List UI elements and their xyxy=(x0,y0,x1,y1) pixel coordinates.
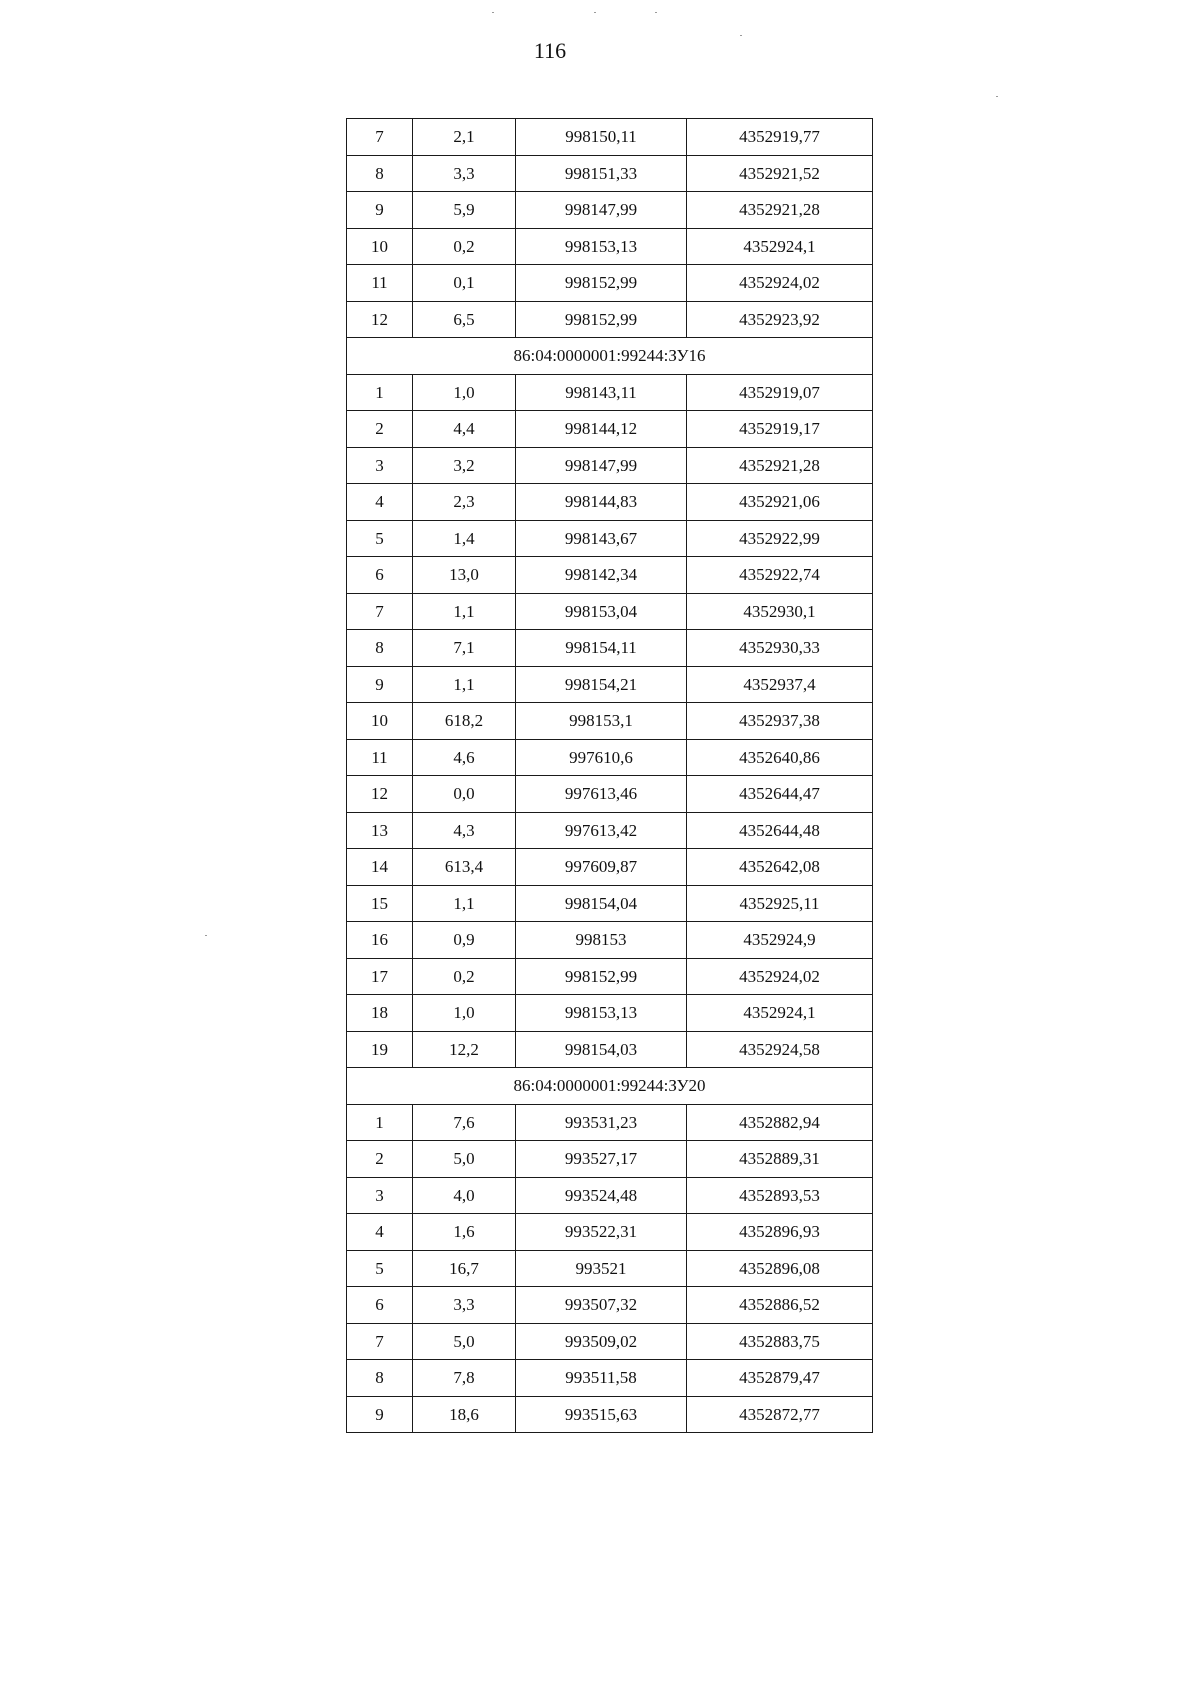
y-coordinate-cell: 4352923,92 xyxy=(687,301,873,338)
distance-cell: 5,9 xyxy=(413,192,516,229)
table-row xyxy=(347,119,873,156)
table-row xyxy=(347,703,873,740)
point-number-cell: 17 xyxy=(347,958,413,995)
distance-cell: 0,0 xyxy=(413,776,516,813)
table-row xyxy=(347,666,873,703)
cadastral-number-heading: 86:04:0000001:99244:ЗУ16 xyxy=(347,338,873,375)
x-coordinate-cell: 998153 xyxy=(516,922,687,959)
table-row xyxy=(347,1250,873,1287)
distance-cell: 1,1 xyxy=(413,593,516,630)
x-coordinate-cell: 998152,99 xyxy=(516,265,687,302)
x-coordinate-cell: 998142,34 xyxy=(516,557,687,594)
distance-cell: 7,1 xyxy=(413,630,516,667)
x-coordinate-cell: 998147,99 xyxy=(516,447,687,484)
x-coordinate-cell: 998150,11 xyxy=(516,119,687,156)
y-coordinate-cell: 4352886,52 xyxy=(687,1287,873,1324)
table-row xyxy=(347,630,873,667)
distance-cell: 4,4 xyxy=(413,411,516,448)
y-coordinate-cell: 4352922,74 xyxy=(687,557,873,594)
table-row xyxy=(347,995,873,1032)
table-row xyxy=(347,1214,873,1251)
point-number-cell: 7 xyxy=(347,119,413,156)
y-coordinate-cell: 4352919,77 xyxy=(687,119,873,156)
point-number-cell: 4 xyxy=(347,1214,413,1251)
y-coordinate-cell: 4352882,94 xyxy=(687,1104,873,1141)
x-coordinate-cell: 993509,02 xyxy=(516,1323,687,1360)
x-coordinate-cell: 998153,1 xyxy=(516,703,687,740)
point-number-cell: 12 xyxy=(347,776,413,813)
x-coordinate-cell: 993515,63 xyxy=(516,1396,687,1433)
point-number-cell: 15 xyxy=(347,885,413,922)
y-coordinate-cell: 4352925,11 xyxy=(687,885,873,922)
table-row xyxy=(347,411,873,448)
y-coordinate-cell: 4352919,17 xyxy=(687,411,873,448)
y-coordinate-cell: 4352924,9 xyxy=(687,922,873,959)
point-number-cell: 18 xyxy=(347,995,413,1032)
distance-cell: 5,0 xyxy=(413,1323,516,1360)
scan-speck xyxy=(655,12,657,13)
table-row xyxy=(347,885,873,922)
y-coordinate-cell: 4352879,47 xyxy=(687,1360,873,1397)
table-row xyxy=(347,1031,873,1068)
point-number-cell: 9 xyxy=(347,192,413,229)
distance-cell: 1,0 xyxy=(413,374,516,411)
point-number-cell: 2 xyxy=(347,1141,413,1178)
table-row xyxy=(347,265,873,302)
table-row xyxy=(347,776,873,813)
x-coordinate-cell: 998154,21 xyxy=(516,666,687,703)
page-number: 116 xyxy=(533,38,567,63)
coordinates-table xyxy=(346,118,873,1433)
point-number-cell: 16 xyxy=(347,922,413,959)
point-number-cell: 12 xyxy=(347,301,413,338)
x-coordinate-cell: 997610,6 xyxy=(516,739,687,776)
scan-speck xyxy=(594,12,596,13)
table-row xyxy=(347,374,873,411)
table-row xyxy=(347,1360,873,1397)
y-coordinate-cell: 4352896,08 xyxy=(687,1250,873,1287)
y-coordinate-cell: 4352921,28 xyxy=(687,192,873,229)
table-row xyxy=(347,155,873,192)
y-coordinate-cell: 4352930,33 xyxy=(687,630,873,667)
section-header-row xyxy=(347,1068,873,1105)
x-coordinate-cell: 993511,58 xyxy=(516,1360,687,1397)
y-coordinate-cell: 4352937,4 xyxy=(687,666,873,703)
distance-cell: 13,0 xyxy=(413,557,516,594)
distance-cell: 5,0 xyxy=(413,1141,516,1178)
y-coordinate-cell: 4352930,1 xyxy=(687,593,873,630)
x-coordinate-cell: 998144,12 xyxy=(516,411,687,448)
y-coordinate-cell: 4352893,53 xyxy=(687,1177,873,1214)
y-coordinate-cell: 4352924,58 xyxy=(687,1031,873,1068)
distance-cell: 1,1 xyxy=(413,885,516,922)
table-row xyxy=(347,1323,873,1360)
point-number-cell: 5 xyxy=(347,1250,413,1287)
y-coordinate-cell: 4352644,48 xyxy=(687,812,873,849)
section-header-row xyxy=(347,338,873,375)
y-coordinate-cell: 4352642,08 xyxy=(687,849,873,886)
table-row xyxy=(347,192,873,229)
distance-cell: 1,4 xyxy=(413,520,516,557)
y-coordinate-cell: 4352644,47 xyxy=(687,776,873,813)
table-row xyxy=(347,557,873,594)
distance-cell: 2,1 xyxy=(413,119,516,156)
distance-cell: 613,4 xyxy=(413,849,516,886)
x-coordinate-cell: 993527,17 xyxy=(516,1141,687,1178)
y-coordinate-cell: 4352922,99 xyxy=(687,520,873,557)
x-coordinate-cell: 998152,99 xyxy=(516,958,687,995)
distance-cell: 4,3 xyxy=(413,812,516,849)
point-number-cell: 14 xyxy=(347,849,413,886)
table-row xyxy=(347,958,873,995)
table-row xyxy=(347,520,873,557)
point-number-cell: 8 xyxy=(347,630,413,667)
x-coordinate-cell: 998154,03 xyxy=(516,1031,687,1068)
point-number-cell: 4 xyxy=(347,484,413,521)
y-coordinate-cell: 4352937,38 xyxy=(687,703,873,740)
distance-cell: 4,0 xyxy=(413,1177,516,1214)
point-number-cell: 2 xyxy=(347,411,413,448)
table-row xyxy=(347,1396,873,1433)
distance-cell: 0,1 xyxy=(413,265,516,302)
cadastral-number-heading: 86:04:0000001:99244:ЗУ20 xyxy=(347,1068,873,1105)
point-number-cell: 11 xyxy=(347,739,413,776)
scan-speck xyxy=(205,935,207,936)
x-coordinate-cell: 993531,23 xyxy=(516,1104,687,1141)
y-coordinate-cell: 4352889,31 xyxy=(687,1141,873,1178)
point-number-cell: 8 xyxy=(347,1360,413,1397)
scan-speck xyxy=(492,12,494,13)
point-number-cell: 3 xyxy=(347,1177,413,1214)
point-number-cell: 11 xyxy=(347,265,413,302)
table-row xyxy=(347,922,873,959)
point-number-cell: 1 xyxy=(347,374,413,411)
point-number-cell: 19 xyxy=(347,1031,413,1068)
point-number-cell: 1 xyxy=(347,1104,413,1141)
point-number-cell: 3 xyxy=(347,447,413,484)
table-row xyxy=(347,1141,873,1178)
y-coordinate-cell: 4352921,06 xyxy=(687,484,873,521)
point-number-cell: 6 xyxy=(347,1287,413,1324)
distance-cell: 3,3 xyxy=(413,155,516,192)
x-coordinate-cell: 998154,04 xyxy=(516,885,687,922)
table-row xyxy=(347,447,873,484)
table-row xyxy=(347,593,873,630)
table-row xyxy=(347,812,873,849)
distance-cell: 3,2 xyxy=(413,447,516,484)
distance-cell: 7,8 xyxy=(413,1360,516,1397)
x-coordinate-cell: 997613,42 xyxy=(516,812,687,849)
coordinates-table-body xyxy=(347,119,873,1433)
distance-cell: 12,2 xyxy=(413,1031,516,1068)
distance-cell: 16,7 xyxy=(413,1250,516,1287)
point-number-cell: 9 xyxy=(347,666,413,703)
table-row xyxy=(347,1104,873,1141)
distance-cell: 4,6 xyxy=(413,739,516,776)
point-number-cell: 8 xyxy=(347,155,413,192)
x-coordinate-cell: 998143,67 xyxy=(516,520,687,557)
x-coordinate-cell: 993524,48 xyxy=(516,1177,687,1214)
y-coordinate-cell: 4352921,28 xyxy=(687,447,873,484)
y-coordinate-cell: 4352919,07 xyxy=(687,374,873,411)
y-coordinate-cell: 4352883,75 xyxy=(687,1323,873,1360)
x-coordinate-cell: 997609,87 xyxy=(516,849,687,886)
distance-cell: 1,0 xyxy=(413,995,516,1032)
point-number-cell: 6 xyxy=(347,557,413,594)
y-coordinate-cell: 4352924,02 xyxy=(687,265,873,302)
y-coordinate-cell: 4352896,93 xyxy=(687,1214,873,1251)
distance-cell: 0,2 xyxy=(413,958,516,995)
x-coordinate-cell: 993522,31 xyxy=(516,1214,687,1251)
x-coordinate-cell: 998153,13 xyxy=(516,995,687,1032)
table-row xyxy=(347,849,873,886)
distance-cell: 6,5 xyxy=(413,301,516,338)
y-coordinate-cell: 4352924,1 xyxy=(687,228,873,265)
distance-cell: 3,3 xyxy=(413,1287,516,1324)
y-coordinate-cell: 4352872,77 xyxy=(687,1396,873,1433)
point-number-cell: 7 xyxy=(347,593,413,630)
distance-cell: 0,9 xyxy=(413,922,516,959)
x-coordinate-cell: 998151,33 xyxy=(516,155,687,192)
x-coordinate-cell: 998143,11 xyxy=(516,374,687,411)
distance-cell: 2,3 xyxy=(413,484,516,521)
table-row xyxy=(347,484,873,521)
point-number-cell: 10 xyxy=(347,703,413,740)
point-number-cell: 10 xyxy=(347,228,413,265)
point-number-cell: 5 xyxy=(347,520,413,557)
distance-cell: 618,2 xyxy=(413,703,516,740)
y-coordinate-cell: 4352924,02 xyxy=(687,958,873,995)
x-coordinate-cell: 998152,99 xyxy=(516,301,687,338)
x-coordinate-cell: 998147,99 xyxy=(516,192,687,229)
scan-speck xyxy=(740,35,742,36)
table-row xyxy=(347,1177,873,1214)
point-number-cell: 13 xyxy=(347,812,413,849)
y-coordinate-cell: 4352924,1 xyxy=(687,995,873,1032)
x-coordinate-cell: 993507,32 xyxy=(516,1287,687,1324)
distance-cell: 7,6 xyxy=(413,1104,516,1141)
x-coordinate-cell: 998153,04 xyxy=(516,593,687,630)
y-coordinate-cell: 4352640,86 xyxy=(687,739,873,776)
distance-cell: 1,1 xyxy=(413,666,516,703)
table-row xyxy=(347,739,873,776)
x-coordinate-cell: 998153,13 xyxy=(516,228,687,265)
table-row xyxy=(347,1287,873,1324)
point-number-cell: 9 xyxy=(347,1396,413,1433)
distance-cell: 1,6 xyxy=(413,1214,516,1251)
distance-cell: 18,6 xyxy=(413,1396,516,1433)
distance-cell: 0,2 xyxy=(413,228,516,265)
table-row xyxy=(347,301,873,338)
y-coordinate-cell: 4352921,52 xyxy=(687,155,873,192)
x-coordinate-cell: 993521 xyxy=(516,1250,687,1287)
x-coordinate-cell: 998154,11 xyxy=(516,630,687,667)
scan-speck xyxy=(996,96,998,97)
x-coordinate-cell: 998144,83 xyxy=(516,484,687,521)
x-coordinate-cell: 997613,46 xyxy=(516,776,687,813)
point-number-cell: 7 xyxy=(347,1323,413,1360)
table-row xyxy=(347,228,873,265)
